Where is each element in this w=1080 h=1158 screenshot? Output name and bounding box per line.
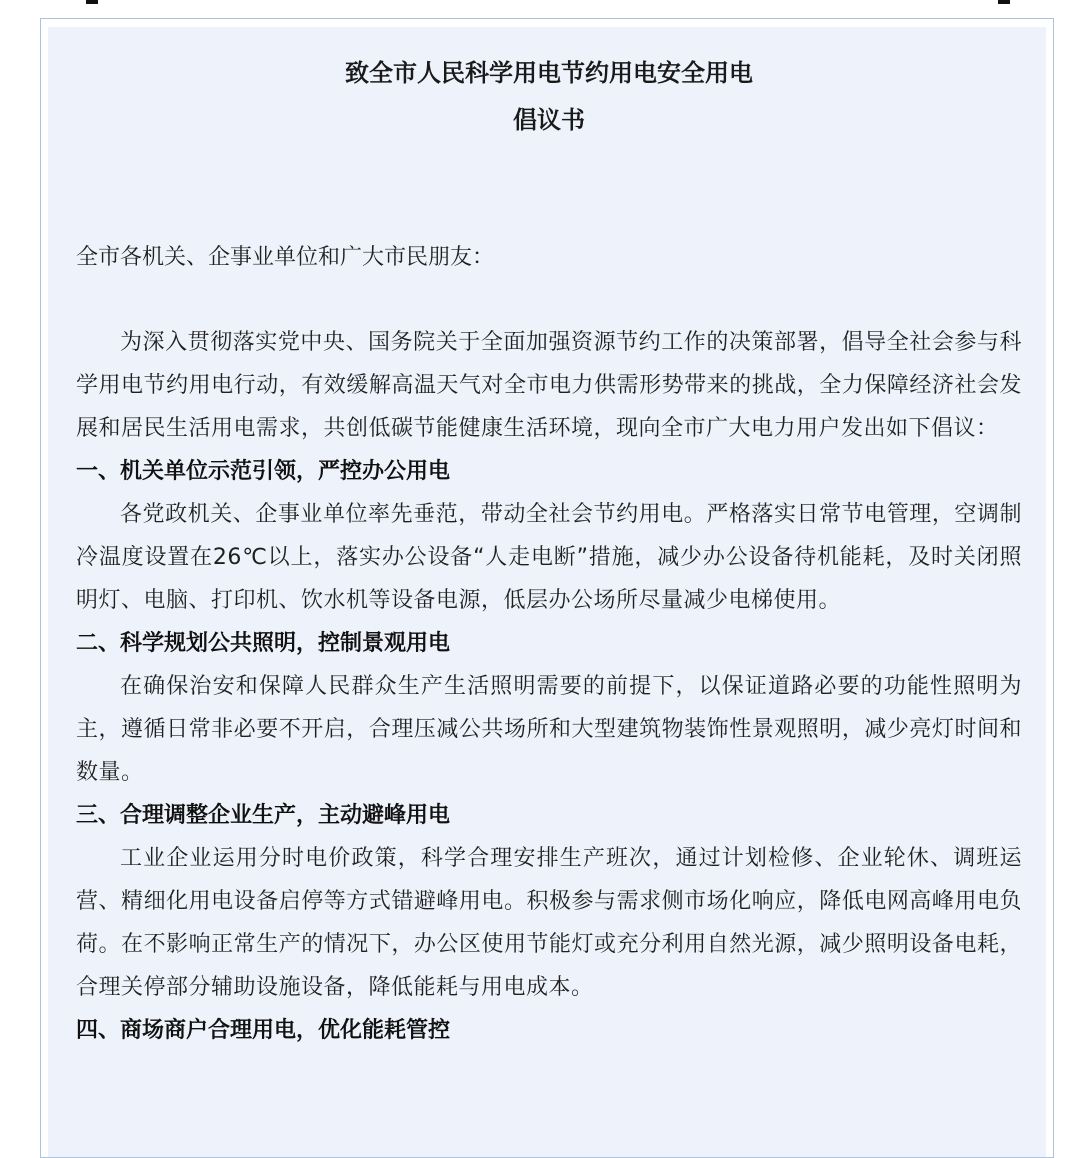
section-body-2: 在确保治安和保障人民群众生产生活照明需要的前提下，以保证道路必要的功能性照明为主，遵循日常非必要不开启，合理压减公共场所和大型建筑物装饰性景观照明，减少亮灯时间和数量。	[76, 674, 1022, 785]
top-right-corner-mark	[998, 0, 1010, 4]
document-subtitle: 倡议书	[513, 106, 585, 134]
document-content	[76, 58, 1022, 1052]
top-left-corner-mark	[86, 0, 98, 4]
section-heading-4: 四、商场商户合理用电，优化能耗管控	[76, 1018, 451, 1043]
section-body-1: 各党政机关、企事业单位率先垂范，带动全社会节约用电。严格落实日常节电管理，空调制冷温度设置在26℃以上，落实办公设备“人走电断”措施，减少办公设备待机能耗，及时关闭照明灯、电脑、打印机、饮水机等设备电源，低层办公场所尽量减少电梯使用。	[76, 502, 1022, 613]
greeting: 全市各机关、企事业单位和广大市民朋友：	[76, 245, 495, 270]
intro-paragraph: 为深入贯彻落实党中央、国务院关于全面加强资源节约工作的决策部署，倡导全社会参与科学用电节约用电行动，有效缓解高温天气对全市电力供需形势带来的挑战，全力保障经济社会发展和居民生活用电需求，共创低碳节能健康生活环境，现向全市广大电力用户发出如下倡议：	[76, 330, 1022, 441]
section-heading-2: 二、科学规划公共照明，控制景观用电	[76, 631, 451, 656]
section-heading-1: 一、机关单位示范引领，严控办公用电	[76, 459, 451, 484]
section-heading-3: 三、合理调整企业生产，主动避峰用电	[76, 803, 451, 828]
document-title: 致全市人民科学用电节约用电安全用电	[345, 59, 753, 87]
section-body-3: 工业企业运用分时电价政策，科学合理安排生产班次，通过计划检修、企业轮休、调班运营、精细化用电设备启停等方式错避峰用电。积极参与需求侧市场化响应，降低电网高峰用电负荷。在不影响正常生产的情况下，办公区使用节能灯或充分利用自然光源，减少照明设备电耗，合理关停部分辅助设施设备，降低能耗与用电成本。	[76, 846, 1022, 1000]
